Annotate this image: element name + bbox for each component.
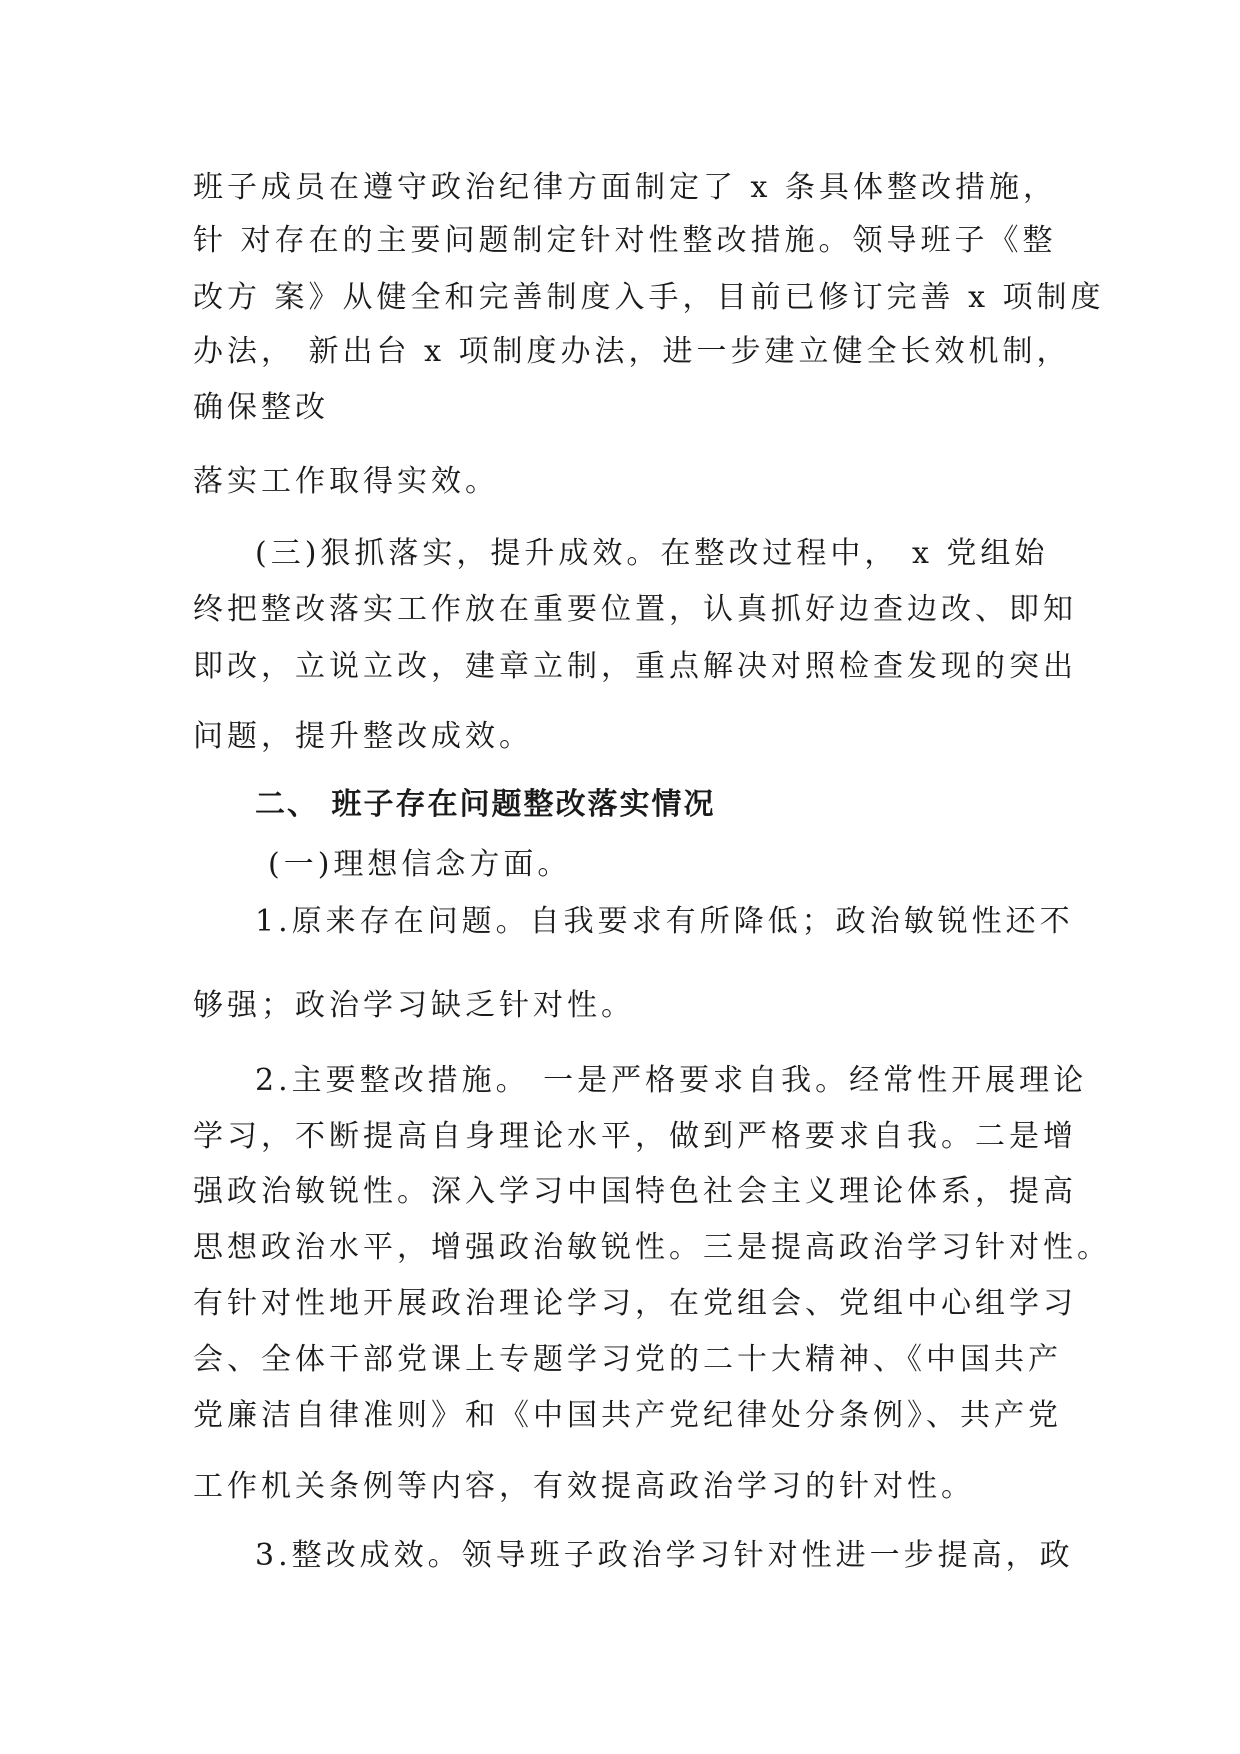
item-two-line-1: 2.主要整改措施。 一是严格要求自我。经常性开展理论 [255, 1063, 1088, 1098]
item-three-line-1: 3.整改成效。领导班子政治学习针对性进一步提高，政 [255, 1538, 1074, 1573]
item-two-line-8: 工作机关条例等内容，有效提高政治学习的针对性。 [193, 1469, 975, 1504]
section-three-line-3: 即改，立说立改，建章立制，重点解决对照检查发现的突出 [193, 649, 1077, 684]
paragraph-line-1: 班子成员在遵守政治纪律方面制定了 x 条具体整改措施， [193, 170, 1057, 205]
item-two-line-3: 强政治敏锐性。深入学习中国特色社会主义理论体系，提高 [193, 1174, 1077, 1209]
item-two-line-5: 有针对性地开展政治理论学习，在党组会、党组中心组学习 [193, 1286, 1077, 1321]
paragraph-line-4: 办法， 新出台 x 项制度办法，进一步建立健全长效机制， [193, 334, 1071, 369]
item-one-line-1: 1.原来存在问题。自我要求有所降低；政治敏锐性还不 [255, 904, 1074, 939]
item-two-line-6: 会、全体干部党课上专题学习党的二十大精神、《中国共产 [193, 1342, 1062, 1377]
item-two-line-7: 党廉洁自律准则》和《中国共产党纪律处分条例》、共产党 [193, 1398, 1062, 1433]
item-two-line-2: 学习，不断提高自身理论水平，做到严格要求自我。二是增 [193, 1119, 1077, 1154]
subsection-heading-one: (一)理想信念方面。 [268, 847, 572, 882]
paragraph-line-6: 落实工作取得实效。 [193, 464, 499, 499]
paragraph-line-2: 针 对存在的主要问题制定针对性整改措施。领导班子《整 [193, 223, 1057, 258]
paragraph-line-5: 确保整改 [193, 390, 329, 425]
section-heading-two: 二、 班子存在问题整改落实情况 [255, 787, 716, 822]
item-two-line-4: 思想政治水平，增强政治敏锐性。三是提高政治学习针对性。 [193, 1230, 1111, 1265]
section-three-line-2: 终把整改落实工作放在重要位置，认真抓好边查边改、即知 [193, 592, 1077, 627]
section-three-line-4: 问题，提升整改成效。 [193, 719, 533, 754]
paragraph-line-3: 改方 案》从健全和完善制度入手，目前已修订完善 x 项制度 [193, 280, 1105, 315]
section-three-line-1: (三)狠抓落实，提升成效。在整改过程中， x 党组始 [255, 536, 1049, 571]
item-one-line-2: 够强；政治学习缺乏针对性。 [193, 988, 635, 1023]
